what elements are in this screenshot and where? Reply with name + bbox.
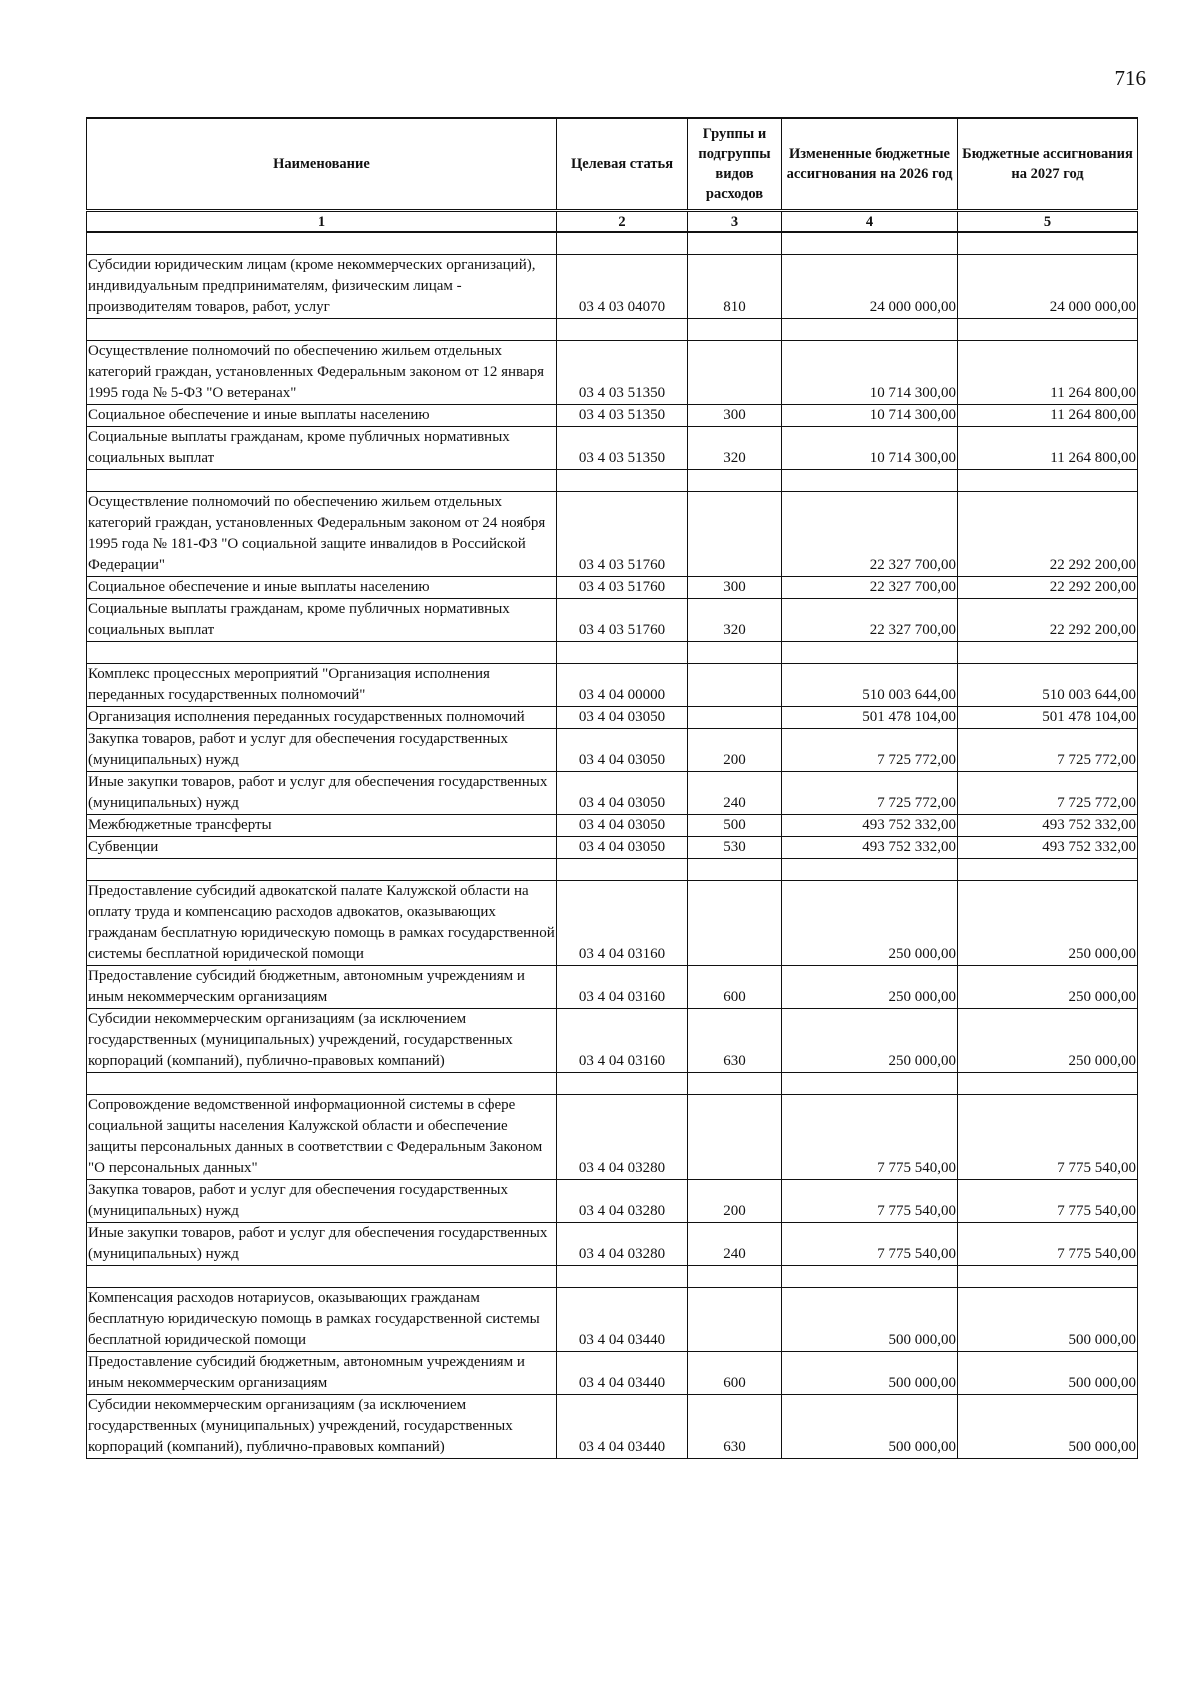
row-name: Социальное обеспечение и иные выплаты населению [87,405,557,427]
row-group: 810 [688,255,782,319]
row-amount-2027: 510 003 644,00 [958,664,1138,707]
spacer-row [87,1266,1138,1288]
spacer-cell [958,859,1138,881]
row-amount-2027: 501 478 104,00 [958,707,1138,729]
row-name: Социальные выплаты гражданам, кроме публичных нормативных социальных выплат [87,599,557,642]
spacer-cell [557,1073,688,1095]
row-amount-2026: 24 000 000,00 [782,255,958,319]
spacer-cell [688,470,782,492]
column-number: 5 [958,211,1138,233]
page-number: 716 [1114,66,1146,90]
spacer-cell [958,1266,1138,1288]
row-amount-2027: 493 752 332,00 [958,815,1138,837]
row-group: 300 [688,405,782,427]
column-number: 2 [557,211,688,233]
row-amount-2027: 11 264 800,00 [958,427,1138,470]
row-amount-2026: 250 000,00 [782,966,958,1009]
table-row [87,1009,1138,1073]
row-code: 03 4 03 51760 [557,492,688,577]
row-amount-2027: 22 292 200,00 [958,492,1138,577]
row-amount-2026: 500 000,00 [782,1395,958,1459]
row-amount-2027: 500 000,00 [958,1288,1138,1352]
spacer-cell [688,642,782,664]
table-row [87,881,1138,966]
row-code: 03 4 03 51760 [557,577,688,599]
row-amount-2027: 11 264 800,00 [958,405,1138,427]
row-amount-2027: 7 775 540,00 [958,1095,1138,1180]
row-name: Предоставление субсидий бюджетным, автономным учреждениям и иным некоммерческим организациям [87,1352,557,1395]
row-name: Иные закупки товаров, работ и услуг для обеспечения государственных (муниципальных) нужд [87,1223,557,1266]
column-number: 1 [87,211,557,233]
spacer-row [87,319,1138,341]
column-number: 4 [782,211,958,233]
row-amount-2026: 493 752 332,00 [782,837,958,859]
table-row [87,255,1138,319]
row-amount-2027: 7 775 540,00 [958,1223,1138,1266]
spacer-cell [557,1266,688,1288]
row-amount-2026: 7 775 540,00 [782,1180,958,1223]
spacer-cell [782,1073,958,1095]
row-amount-2027: 7 775 540,00 [958,1180,1138,1223]
spacer-cell [87,1266,557,1288]
row-amount-2026: 7 725 772,00 [782,772,958,815]
row-amount-2027: 250 000,00 [958,1009,1138,1073]
row-amount-2027: 250 000,00 [958,966,1138,1009]
row-amount-2026: 493 752 332,00 [782,815,958,837]
table-row [87,405,1138,427]
spacer-cell [557,859,688,881]
spacer-cell [557,642,688,664]
spacer-cell [782,470,958,492]
column-number: 3 [688,211,782,233]
row-amount-2026: 22 327 700,00 [782,492,958,577]
row-group [688,707,782,729]
row-group [688,881,782,966]
row-code: 03 4 04 03280 [557,1180,688,1223]
row-group: 600 [688,966,782,1009]
row-amount-2026: 7 775 540,00 [782,1095,958,1180]
row-name: Компенсация расходов нотариусов, оказывающих гражданам бесплатную юридическую помощь в рамках государственной системы бесплатной юридической помощи [87,1288,557,1352]
row-amount-2026: 10 714 300,00 [782,405,958,427]
table-row [87,577,1138,599]
row-code: 03 4 04 03160 [557,881,688,966]
row-group: 240 [688,1223,782,1266]
row-group: 630 [688,1395,782,1459]
row-group: 530 [688,837,782,859]
spacer-cell [87,319,557,341]
row-amount-2026: 7 725 772,00 [782,729,958,772]
row-amount-2027: 500 000,00 [958,1395,1138,1459]
row-amount-2027: 7 725 772,00 [958,772,1138,815]
spacer-cell [688,319,782,341]
row-code: 03 4 03 51350 [557,427,688,470]
row-code: 03 4 04 03440 [557,1288,688,1352]
spacer-cell [87,232,557,255]
row-name: Предоставление субсидий адвокатской палате Калужской области на оплату труда и компенсацию расходов адвокатов, оказывающих гражданам бесплатную юридическую помощь в рамках государственной системы бесплатной юридической помощи [87,881,557,966]
row-amount-2026: 22 327 700,00 [782,577,958,599]
spacer-cell [958,1073,1138,1095]
row-name: Социальные выплаты гражданам, кроме публичных нормативных социальных выплат [87,427,557,470]
table-row [87,1352,1138,1395]
row-code: 03 4 04 03440 [557,1352,688,1395]
row-name: Закупка товаров, работ и услуг для обеспечения государственных (муниципальных) нужд [87,729,557,772]
spacer-cell [87,859,557,881]
table-row [87,772,1138,815]
spacer-cell [688,1073,782,1095]
row-group [688,664,782,707]
row-name: Межбюджетные трансферты [87,815,557,837]
table-row [87,1180,1138,1223]
row-amount-2026: 500 000,00 [782,1352,958,1395]
table-row [87,707,1138,729]
table-row [87,664,1138,707]
header-code: Целевая статья [557,118,688,211]
row-code: 03 4 04 03280 [557,1095,688,1180]
row-group: 320 [688,599,782,642]
row-group [688,1095,782,1180]
row-code: 03 4 04 03050 [557,729,688,772]
row-name: Субсидии некоммерческим организациям (за исключением государственных (муниципальных) учреждений, государственных корпораций (компаний), публично-правовых компаний) [87,1009,557,1073]
spacer-row [87,1073,1138,1095]
row-amount-2027: 22 292 200,00 [958,577,1138,599]
spacer-cell [958,319,1138,341]
budget-table [86,117,1138,1459]
row-code: 03 4 04 03440 [557,1395,688,1459]
row-code: 03 4 03 51760 [557,599,688,642]
row-amount-2026: 7 775 540,00 [782,1223,958,1266]
spacer-row [87,642,1138,664]
row-amount-2027: 11 264 800,00 [958,341,1138,405]
row-amount-2026: 500 000,00 [782,1288,958,1352]
table-row [87,1223,1138,1266]
row-code: 03 4 04 03160 [557,1009,688,1073]
spacer-cell [688,1266,782,1288]
table-row [87,1395,1138,1459]
row-code: 03 4 04 03160 [557,966,688,1009]
row-name: Социальное обеспечение и иные выплаты населению [87,577,557,599]
spacer-cell [958,232,1138,255]
row-code: 03 4 04 03050 [557,707,688,729]
row-code: 03 4 03 51350 [557,341,688,405]
header-amount-2027: Бюджетные ассигнования на 2027 год [958,118,1138,211]
spacer-cell [782,642,958,664]
row-name: Закупка товаров, работ и услуг для обеспечения государственных (муниципальных) нужд [87,1180,557,1223]
row-name: Субвенции [87,837,557,859]
row-code: 03 4 04 00000 [557,664,688,707]
table-body [87,232,1138,1459]
row-name: Осуществление полномочий по обеспечению жильем отдельных категорий граждан, установленных Федеральным законом от 24 ноября 1995 года № 181-ФЗ "О социальной защите инвалидов в Российской Федерации" [87,492,557,577]
row-group [688,1288,782,1352]
row-code: 03 4 04 03050 [557,815,688,837]
table-row [87,599,1138,642]
row-group: 200 [688,1180,782,1223]
spacer-cell [688,859,782,881]
row-code: 03 4 04 03280 [557,1223,688,1266]
row-name: Комплекс процессных мероприятий "Организация исполнения переданных государственных полномочий" [87,664,557,707]
table-row [87,837,1138,859]
row-code: 03 4 04 03050 [557,837,688,859]
header-amount-2026: Измененные бюджетные ассигнования на 2026 год [782,118,958,211]
row-amount-2026: 10 714 300,00 [782,341,958,405]
spacer-cell [958,642,1138,664]
row-amount-2027: 500 000,00 [958,1352,1138,1395]
row-group: 320 [688,427,782,470]
spacer-cell [782,859,958,881]
spacer-cell [87,642,557,664]
row-amount-2026: 22 327 700,00 [782,599,958,642]
row-name: Субсидии некоммерческим организациям (за исключением государственных (муниципальных) учреждений, государственных корпораций (компаний), публично-правовых компаний) [87,1395,557,1459]
row-amount-2026: 501 478 104,00 [782,707,958,729]
spacer-cell [688,232,782,255]
row-code: 03 4 04 03050 [557,772,688,815]
row-code: 03 4 03 04070 [557,255,688,319]
row-name: Иные закупки товаров, работ и услуг для обеспечения государственных (муниципальных) нужд [87,772,557,815]
table-row [87,427,1138,470]
spacer-cell [958,470,1138,492]
header-name: Наименование [87,118,557,211]
table-row [87,341,1138,405]
spacer-cell [87,1073,557,1095]
spacer-cell [782,1266,958,1288]
row-name: Осуществление полномочий по обеспечению жильем отдельных категорий граждан, установленных Федеральным законом от 12 января 1995 года № 5-ФЗ "О ветеранах" [87,341,557,405]
table-row [87,1095,1138,1180]
row-group: 200 [688,729,782,772]
row-amount-2026: 10 714 300,00 [782,427,958,470]
row-amount-2026: 250 000,00 [782,881,958,966]
row-group [688,492,782,577]
table-row [87,815,1138,837]
row-group [688,341,782,405]
spacer-cell [782,319,958,341]
spacer-cell [782,232,958,255]
spacer-row [87,232,1138,255]
spacer-cell [87,470,557,492]
table-row [87,729,1138,772]
row-amount-2026: 250 000,00 [782,1009,958,1073]
row-group: 300 [688,577,782,599]
row-amount-2026: 510 003 644,00 [782,664,958,707]
header-group: Группы и подгруппы видов расходов [688,118,782,211]
spacer-row [87,470,1138,492]
spacer-cell [557,470,688,492]
row-group: 240 [688,772,782,815]
row-name: Предоставление субсидий бюджетным, автономным учреждениям и иным некоммерческим организациям [87,966,557,1009]
table-row [87,492,1138,577]
row-amount-2027: 24 000 000,00 [958,255,1138,319]
row-amount-2027: 493 752 332,00 [958,837,1138,859]
row-code: 03 4 03 51350 [557,405,688,427]
spacer-row [87,859,1138,881]
row-amount-2027: 250 000,00 [958,881,1138,966]
spacer-cell [557,319,688,341]
row-name: Субсидии юридическим лицам (кроме некоммерческих организаций), индивидуальным предпринимателям, физическим лицам - производителям товаров, работ, услуг [87,255,557,319]
row-group: 600 [688,1352,782,1395]
row-amount-2027: 22 292 200,00 [958,599,1138,642]
row-amount-2027: 7 725 772,00 [958,729,1138,772]
table-row [87,1288,1138,1352]
row-name: Сопровождение ведомственной информационной системы в сфере социальной защиты населения Калужской области и обеспечение защиты персональных данных в соответствии с Федеральным Законом "О персональных данных" [87,1095,557,1180]
row-name: Организация исполнения переданных государственных полномочий [87,707,557,729]
row-group: 630 [688,1009,782,1073]
row-group: 500 [688,815,782,837]
spacer-cell [557,232,688,255]
table-row [87,966,1138,1009]
